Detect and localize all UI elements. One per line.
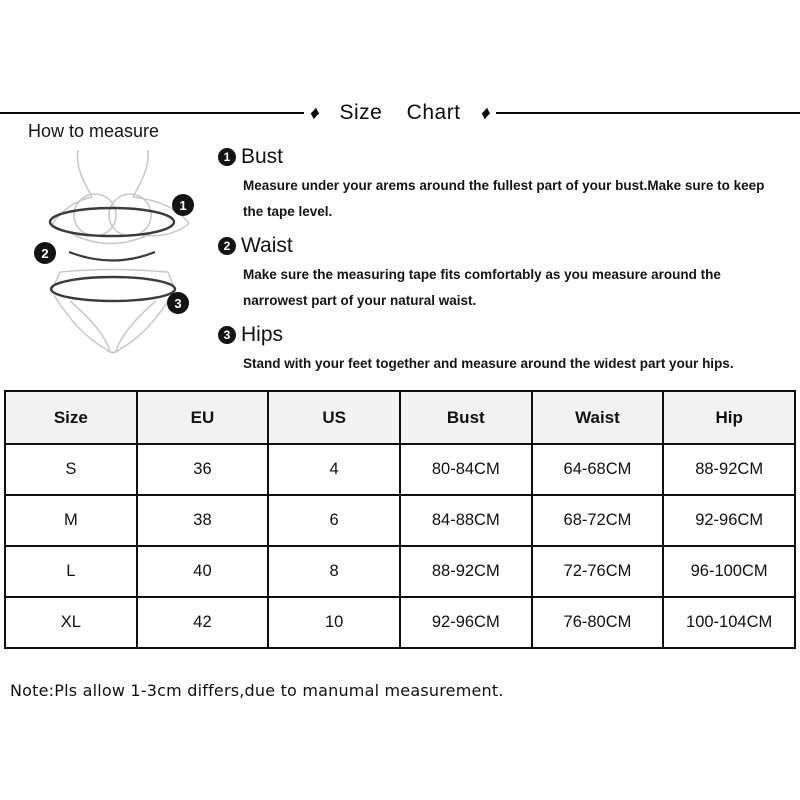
step-bust-description: Measure under your arems around the fullest part of your bust.Make sure to keep the tape level. [243, 178, 765, 219]
table-header-eu: EU [137, 391, 269, 444]
waist-tape-line [69, 252, 155, 261]
bust-tape-line [50, 208, 174, 236]
measurement-note: Note:Pls allow 1-3cm differs,due to manumal measurement. [10, 681, 504, 700]
measure-steps [218, 144, 796, 385]
table-cell: 8 [268, 546, 400, 597]
page-title: Size Chart [339, 101, 461, 124]
measure-point-2-badge [34, 242, 56, 264]
table-header-us: US [268, 391, 400, 444]
size-table [4, 390, 796, 649]
measure-point-3-badge [167, 292, 189, 314]
table-cell: 68-72CM [532, 495, 664, 546]
table-row-m [5, 495, 795, 546]
step-waist [218, 233, 796, 314]
measurement-illustration [16, 142, 226, 364]
table-cell: 42 [137, 597, 269, 648]
table-cell: 84-88CM [400, 495, 532, 546]
table-cell: XL [5, 597, 137, 648]
step-hips-heading [218, 322, 796, 348]
table-cell: S [5, 444, 137, 495]
table-header-bust: Bust [400, 391, 532, 444]
how-to-measure-heading: How to measure [28, 121, 160, 141]
measure-point-2-number: 2 [41, 246, 49, 261]
diamond-icon-left: ♦ [307, 102, 322, 124]
measure-point-1-number: 1 [179, 198, 187, 213]
table-cell: 92-96CM [400, 597, 532, 648]
measure-point-3-number: 3 [174, 296, 182, 311]
table-cell: 80-84CM [400, 444, 532, 495]
diamond-icon-right: ♦ [478, 102, 493, 124]
step-waist-description: Make sure the measuring tape fits comfortably as you measure around the narrowest part of your natural waist. [243, 267, 721, 308]
table-cell: 72-76CM [532, 546, 664, 597]
table-cell: 88-92CM [400, 546, 532, 597]
table-row-s [5, 444, 795, 495]
table-cell: 6 [268, 495, 400, 546]
table-header-waist: Waist [532, 391, 664, 444]
table-cell: L [5, 546, 137, 597]
step-1-badge: 1 [218, 148, 236, 166]
step-bust-heading [218, 144, 796, 170]
step-waist-title: Waist [241, 234, 293, 257]
measure-point-1-badge [172, 194, 194, 216]
table-cell: M [5, 495, 137, 546]
right-rule [496, 112, 800, 114]
table-cell: 40 [137, 546, 269, 597]
table-header-size: Size [5, 391, 137, 444]
step-bust [218, 144, 796, 225]
table-cell: 4 [268, 444, 400, 495]
step-3-badge: 3 [218, 326, 236, 344]
step-bust-title: Bust [241, 145, 284, 168]
table-cell: 38 [137, 495, 269, 546]
table-row-l [5, 546, 795, 597]
size-table-header-row [5, 391, 795, 444]
table-cell: 92-96CM [663, 495, 795, 546]
bikini-top-sketch [52, 150, 189, 244]
hip-tape-line [51, 277, 175, 301]
table-cell: 36 [137, 444, 269, 495]
table-cell: 64-68CM [532, 444, 664, 495]
table-cell: 96-100CM [663, 546, 795, 597]
step-2-badge: 2 [218, 237, 236, 255]
left-rule [0, 112, 304, 114]
step-waist-heading [218, 233, 796, 259]
table-row-xl [5, 597, 795, 648]
table-cell: 76-80CM [532, 597, 664, 648]
step-hips-title: Hips [241, 323, 284, 346]
step-hips-description: Stand with your feet together and measure around the widest part your hips. [243, 356, 734, 371]
table-cell: 88-92CM [663, 444, 795, 495]
step-hips [218, 322, 796, 377]
table-cell: 100-104CM [663, 597, 795, 648]
bikini-bottom-sketch [52, 270, 175, 353]
table-header-hip: Hip [663, 391, 795, 444]
table-cell: 10 [268, 597, 400, 648]
